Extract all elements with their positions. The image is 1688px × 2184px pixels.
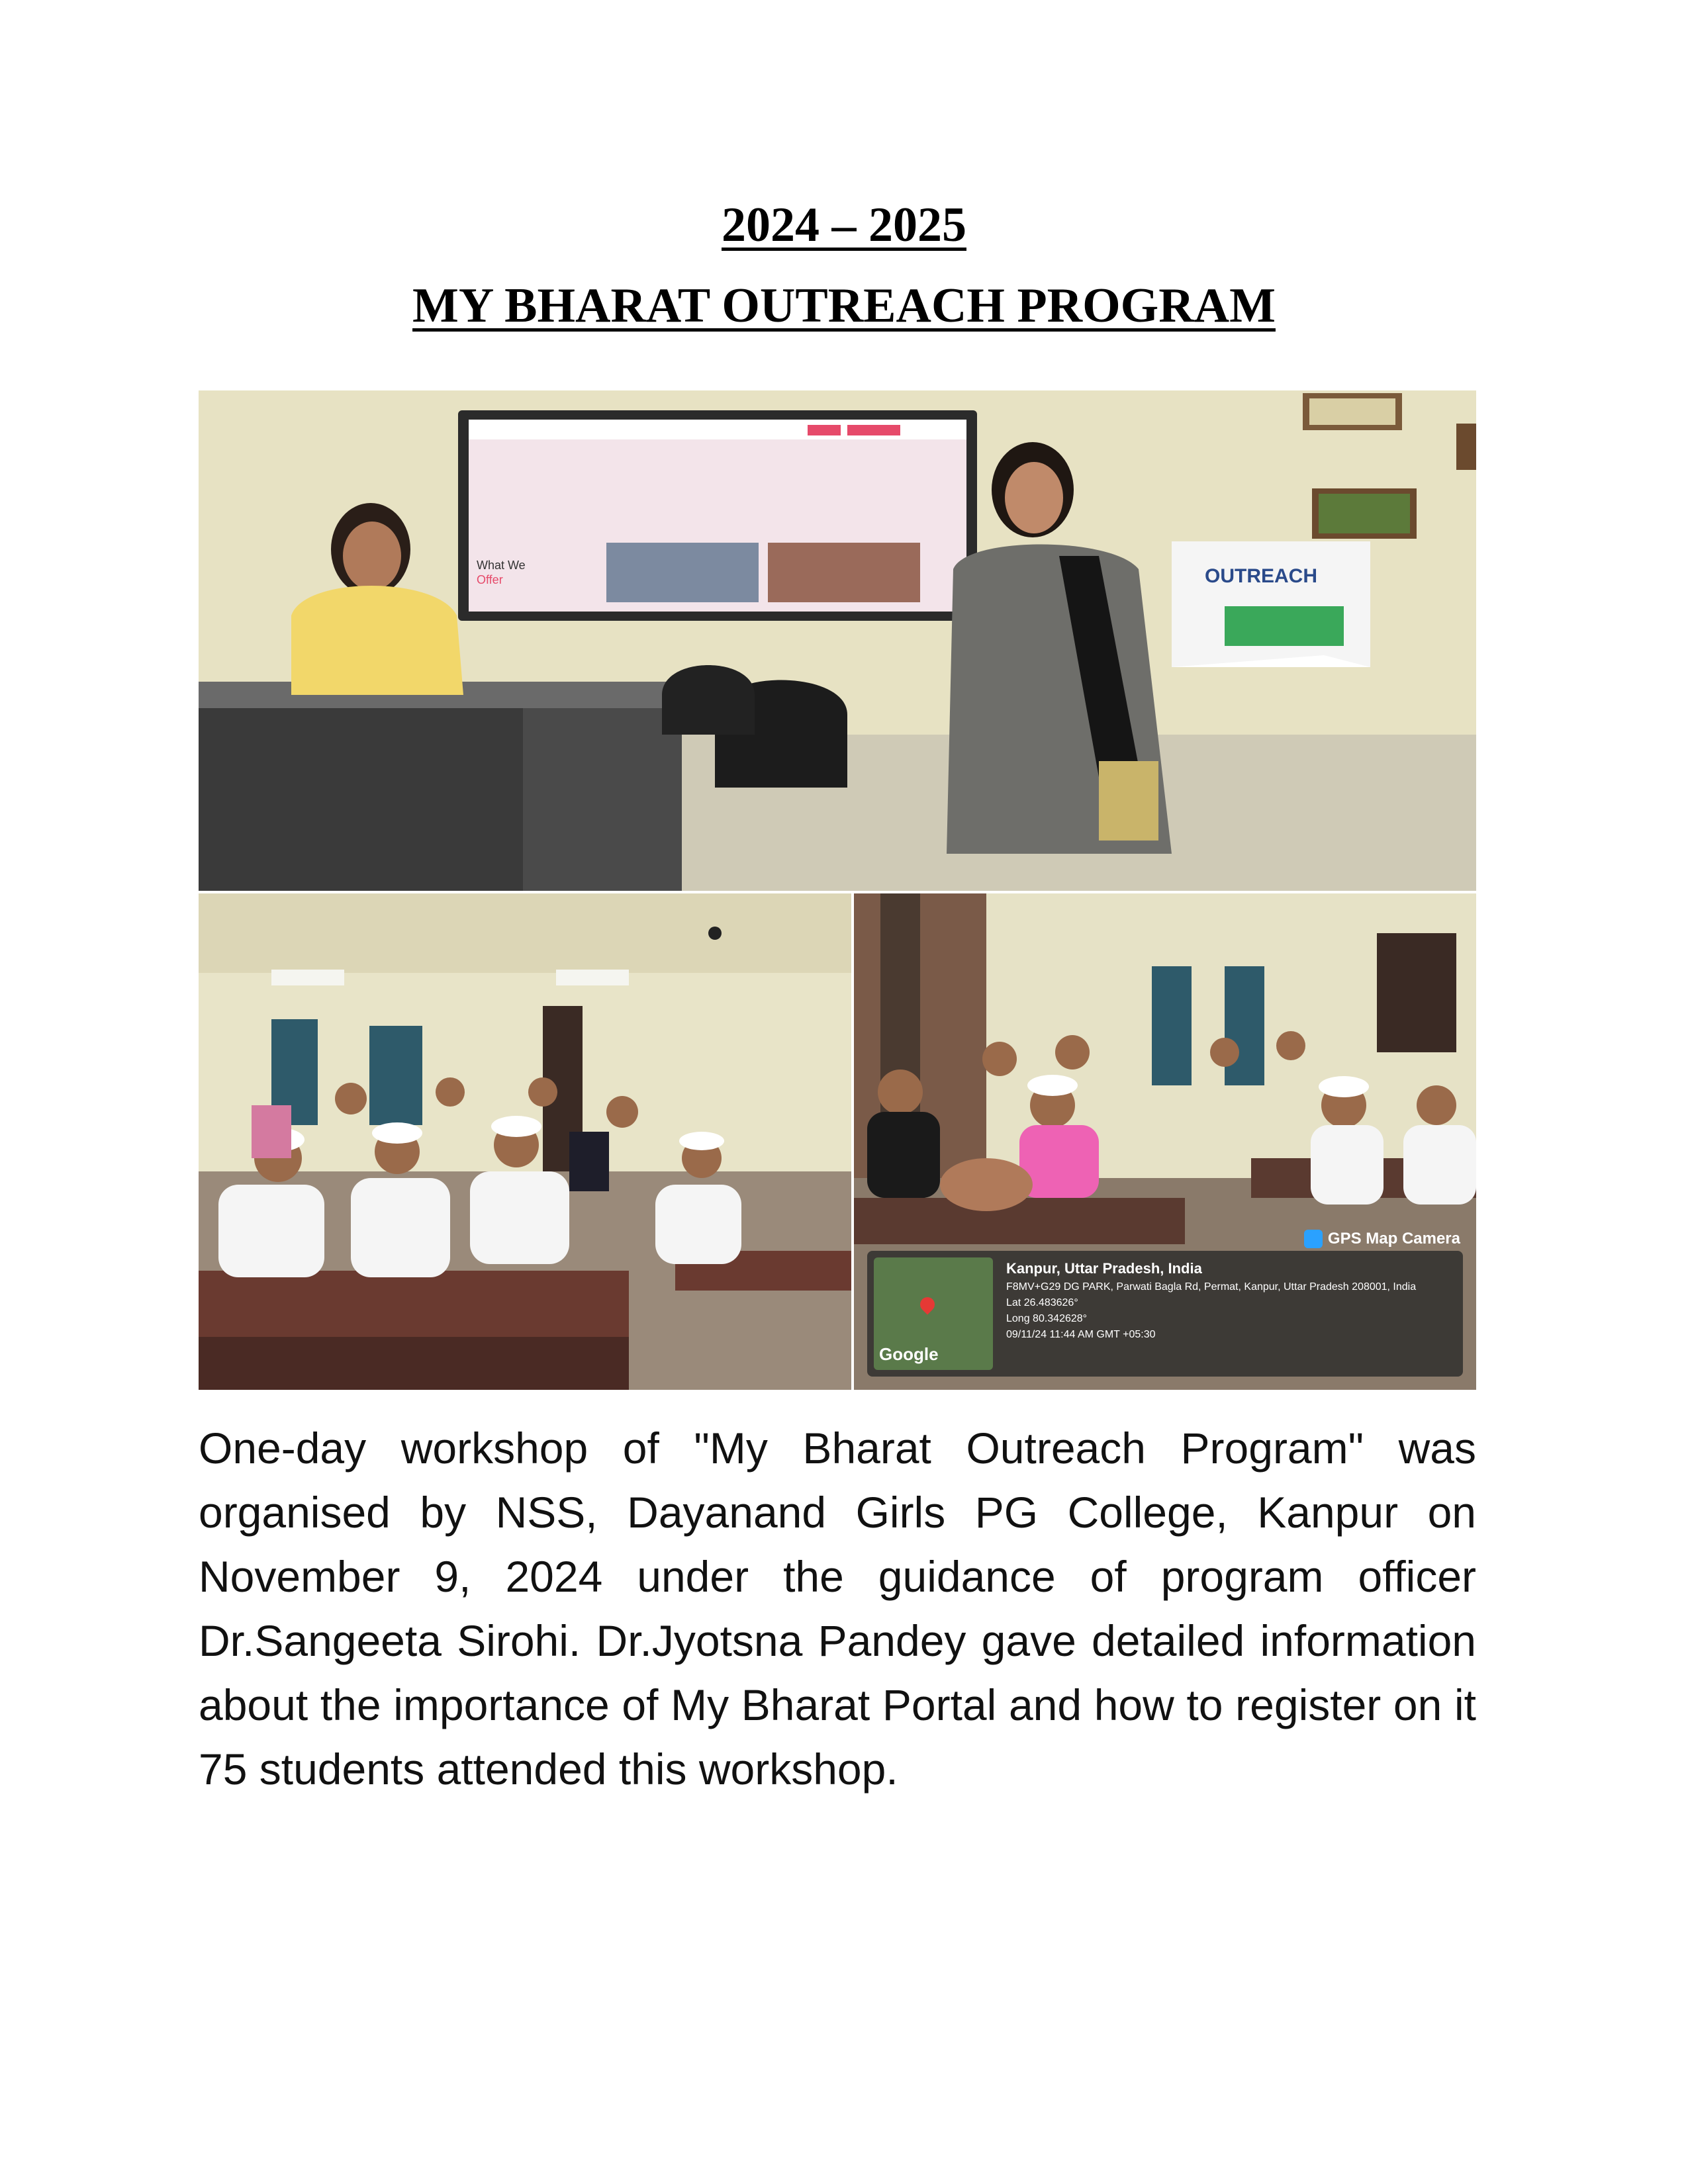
screen-text-offer: Offer	[477, 573, 503, 586]
document-year-heading: 2024 – 2025	[722, 198, 966, 252]
gps-app-name: GPS Map Camera	[1327, 1230, 1460, 1248]
banner-text: OUTREACH	[1205, 565, 1317, 587]
workshop-description: One-day workshop of "My Bharat Outreach Program" was organised by NSS, Dayanand Girls PG College, Kanpur on November 9, 2024 under the guidance of program officer Dr.Sangeeta Sirohi. Dr.Jyotsna Pandey gave detailed information about the importance of My Bharat Portal and how to register on it 75 students attended this workshop.	[199, 1424, 1476, 1794]
gps-address: F8MV+G29 DG PARK, Parwati Bagla Rd, Permat, Kanpur, Uttar Pradesh 208001, India	[1006, 1281, 1417, 1293]
speakers-scene	[199, 390, 1476, 891]
gps-app-icon	[1304, 1230, 1323, 1248]
photo-classroom-right	[854, 893, 1476, 1390]
photo-classroom-left	[199, 893, 851, 1390]
map-pin-icon	[917, 1294, 937, 1314]
map-brand: Google	[879, 1344, 939, 1364]
screen-text-what: What We	[477, 559, 526, 572]
classroom-left-scene	[199, 893, 851, 1390]
gps-info-card	[867, 1251, 1463, 1377]
document-title: MY BHARAT OUTREACH PROGRAM	[412, 279, 1276, 333]
gps-app-label	[1304, 1230, 1460, 1248]
gps-longitude: Long 80.342628°	[1006, 1313, 1088, 1324]
gps-latitude: Lat 26.483626°	[1006, 1297, 1078, 1308]
photo-collage	[199, 390, 1476, 1390]
photo-speakers	[199, 390, 1476, 891]
gps-mini-map	[874, 1257, 993, 1370]
gps-location-title: Kanpur, Uttar Pradesh, India	[1006, 1260, 1202, 1277]
gps-timestamp: 09/11/24 11:44 AM GMT +05:30	[1006, 1329, 1156, 1340]
